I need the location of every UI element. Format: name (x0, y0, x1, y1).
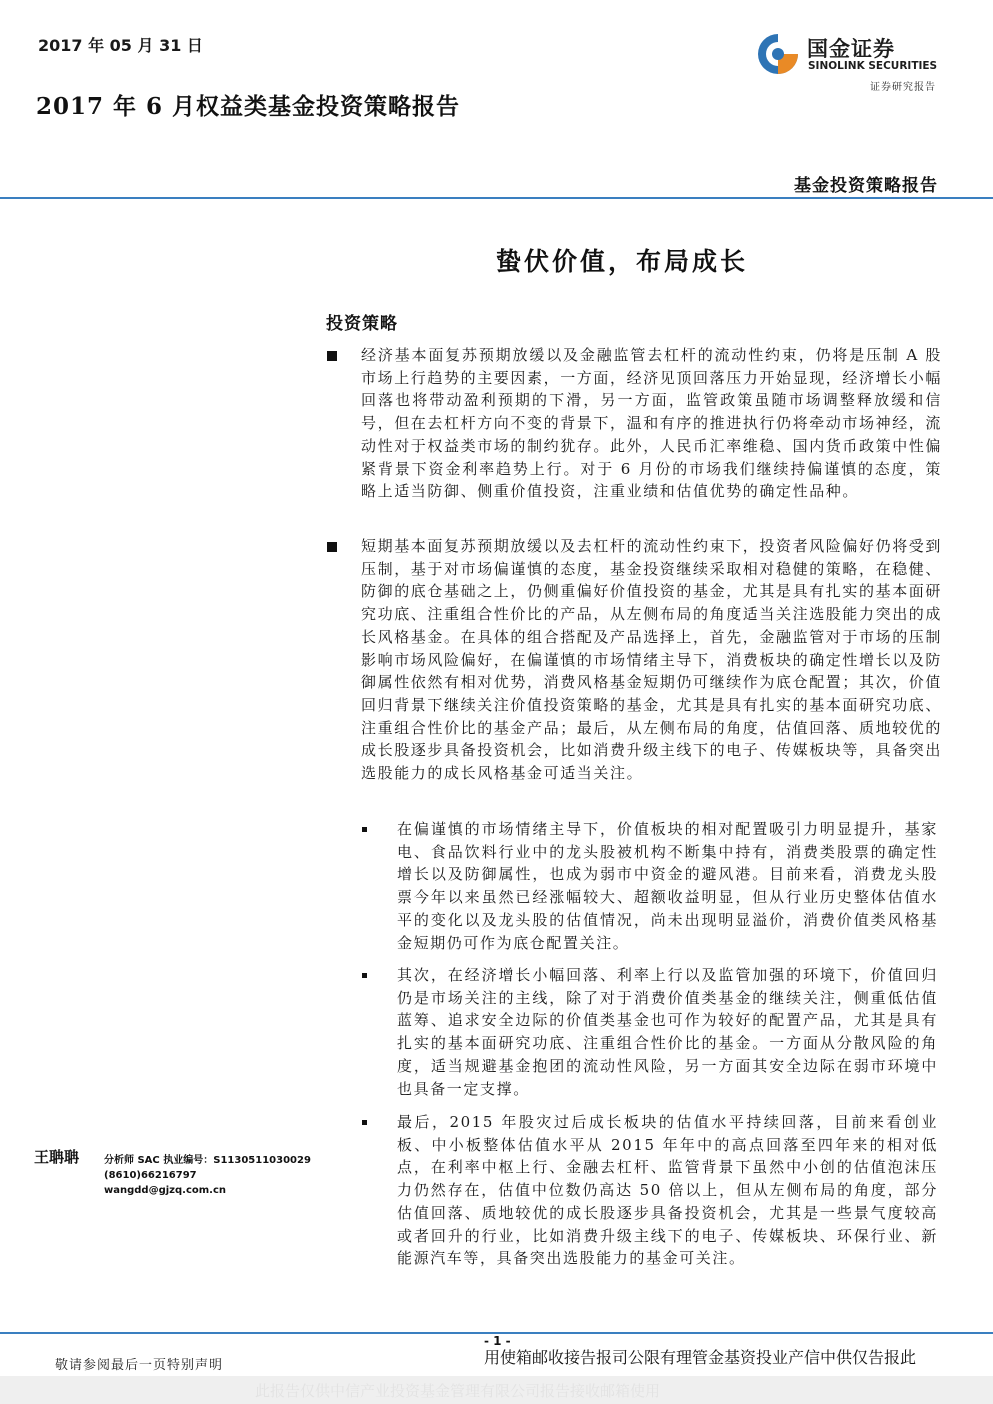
disclaimer-text: 敬请参阅最后一页特别声明 (55, 1358, 224, 1373)
report-headline: 蛰伏价值，布局成长 (496, 247, 749, 276)
watermark-text: 此报告仅供中信产业投资基金管理有限公司报告接收邮箱使用 (255, 1382, 661, 1400)
sub-bullet-marker (362, 827, 367, 832)
report-date: 2017 年 05 月 31 日 (38, 36, 203, 55)
sub-bullet-marker (362, 1120, 367, 1125)
author-phone: (8610)66216797 (104, 1170, 197, 1181)
section-title: 投资策略 (326, 314, 398, 334)
bullet-marker (327, 351, 337, 361)
sub-strategy-paragraph: 在偏谨慎的市场情绪主导下，价值板块的相对配置吸引力明显提升，基家电、食品饮料行业中的龙头股被机构不断集中持有，消费类股票的确定性增长以及防御属性，也成为弱市中资金的避风港。目前来看，消费龙头股票今年以来虽然已经涨幅较大、超额收益明显，但从行业历史整体估值水平的变化以及龙头股的估值情况，尚未出现明显溢价，消费价值类风格基金短期仍可作为底仓配置关注。 (397, 820, 938, 952)
strategy-paragraph: 经济基本面复苏预期放缓以及金融监管去杠杆的流动性约束，仍将是压制 A 股市场上行趋势的主要因素，一方面，经济见顶回落压力开始显现，经济增长小幅回落也将带动盈利预期的下滑，另一方面，监管政策虽随市场调整释放缓和信号，但在去杠杆方向不变的背景下，温和有序的推进执行仍将牵动市场神经，流动性对于权益类市场的制约犹存。此外，人民币汇率维稳、国内货币政策中性偏紧背景下资金利率趋势上行。对于 6 月份的市场我们继续持偏谨慎的态度，策略上适当防御、侧重价值投资，注重业绩和估值优势的确定性品种。 (361, 346, 943, 501)
author-email[interactable]: wangdd@gjzq.com.cn (104, 1185, 227, 1196)
logo-chinese-name: 国金证券 (807, 37, 895, 61)
header-divider (0, 197, 993, 199)
author-cert: 分析师 SAC 执业编号：S1130511030029 (104, 1155, 311, 1166)
sub-strategy-paragraph: 最后，2015 年股灾过后成长板块的估值水平持续回落，目前来看创业板、中小板整体估值水平从 2015 年年中的高点回落至四年来的相对低点，在利率中枢上行、金融去杠杆、监管背景下虽然中小创的估值泡沫压力仍然存在，估值中位数仍高达 50 倍以上，但从左侧布局的角度，部分估值回落、质地较优的成长股逐步具备投资机会，尤其是一些景气度较高或者回升的行业，比如消费升级主线下的电子、传媒板块、环保行业、新能源汽车等，具备突出选股能力的基金可关注。 (397, 1113, 938, 1268)
report-type-label: 基金投资策略报告 (794, 176, 938, 196)
author-name: 王聃聃 (34, 1148, 80, 1166)
page-number: - 1 - (484, 1334, 511, 1348)
logo-subtitle: 证券研究报告 (870, 82, 936, 93)
bullet-marker (327, 542, 337, 552)
logo-english-name: SINOLINK SECURITIES (808, 60, 938, 72)
sub-bullet-marker (362, 973, 367, 978)
recipient-note: 用使箱邮收接告报司公限有理管金基资投业产信中供仅告报此 (484, 1348, 917, 1367)
sub-strategy-paragraph: 其次，在经济增长小幅回落、利率上行以及监管加强的环境下，价值回归仍是市场关注的主线，除了对于消费价值类基金的继续关注，侧重低估值蓝筹、追求安全边际的价值类基金也可作为较好的配置产品，尤其是具有扎实的基本面研究功底、注重组合性价比的基金。一方面从分散风险的角度，适当规避基金抱团的流动性风险，另一方面其安全边际在弱市环境中也具备一定支撑。 (397, 966, 938, 1098)
author-info (104, 1153, 311, 1198)
report-title: 2017 年 6 月权益类基金投资策略报告 (36, 93, 461, 120)
strategy-paragraph: 短期基本面复苏预期放缓以及去杠杆的流动性约束下，投资者风险偏好仍将受到压制，基于对市场偏谨慎的态度，基金投资继续采取相对稳健的策略，在稳健、防御的底仓基础之上，仍侧重偏好价值投资的基金，尤其是具有扎实的基本面研究功底、注重组合性价比的产品，从左侧布局的角度适当关注选股能力突出的成长风格基金。在具体的组合搭配及产品选择上，首先，金融监管对于市场的压制影响市场风险偏好，在偏谨慎的市场情绪主导下，消费板块的确定性增长以及防御属性依然有相对优势，消费风格基金短期仍可继续作为底仓配置；其次，价值回归背景下继续关注价值投资策略的基金，尤其是具有扎实的基本面研究功底、注重组合性价比的基金产品；最后，从左侧布局的角度，估值回落、质地较优的成长股逐步具备投资机会，比如消费升级主线下的电子、传媒板块等，具备突出选股能力的成长风格基金可适当关注。 (361, 537, 943, 783)
